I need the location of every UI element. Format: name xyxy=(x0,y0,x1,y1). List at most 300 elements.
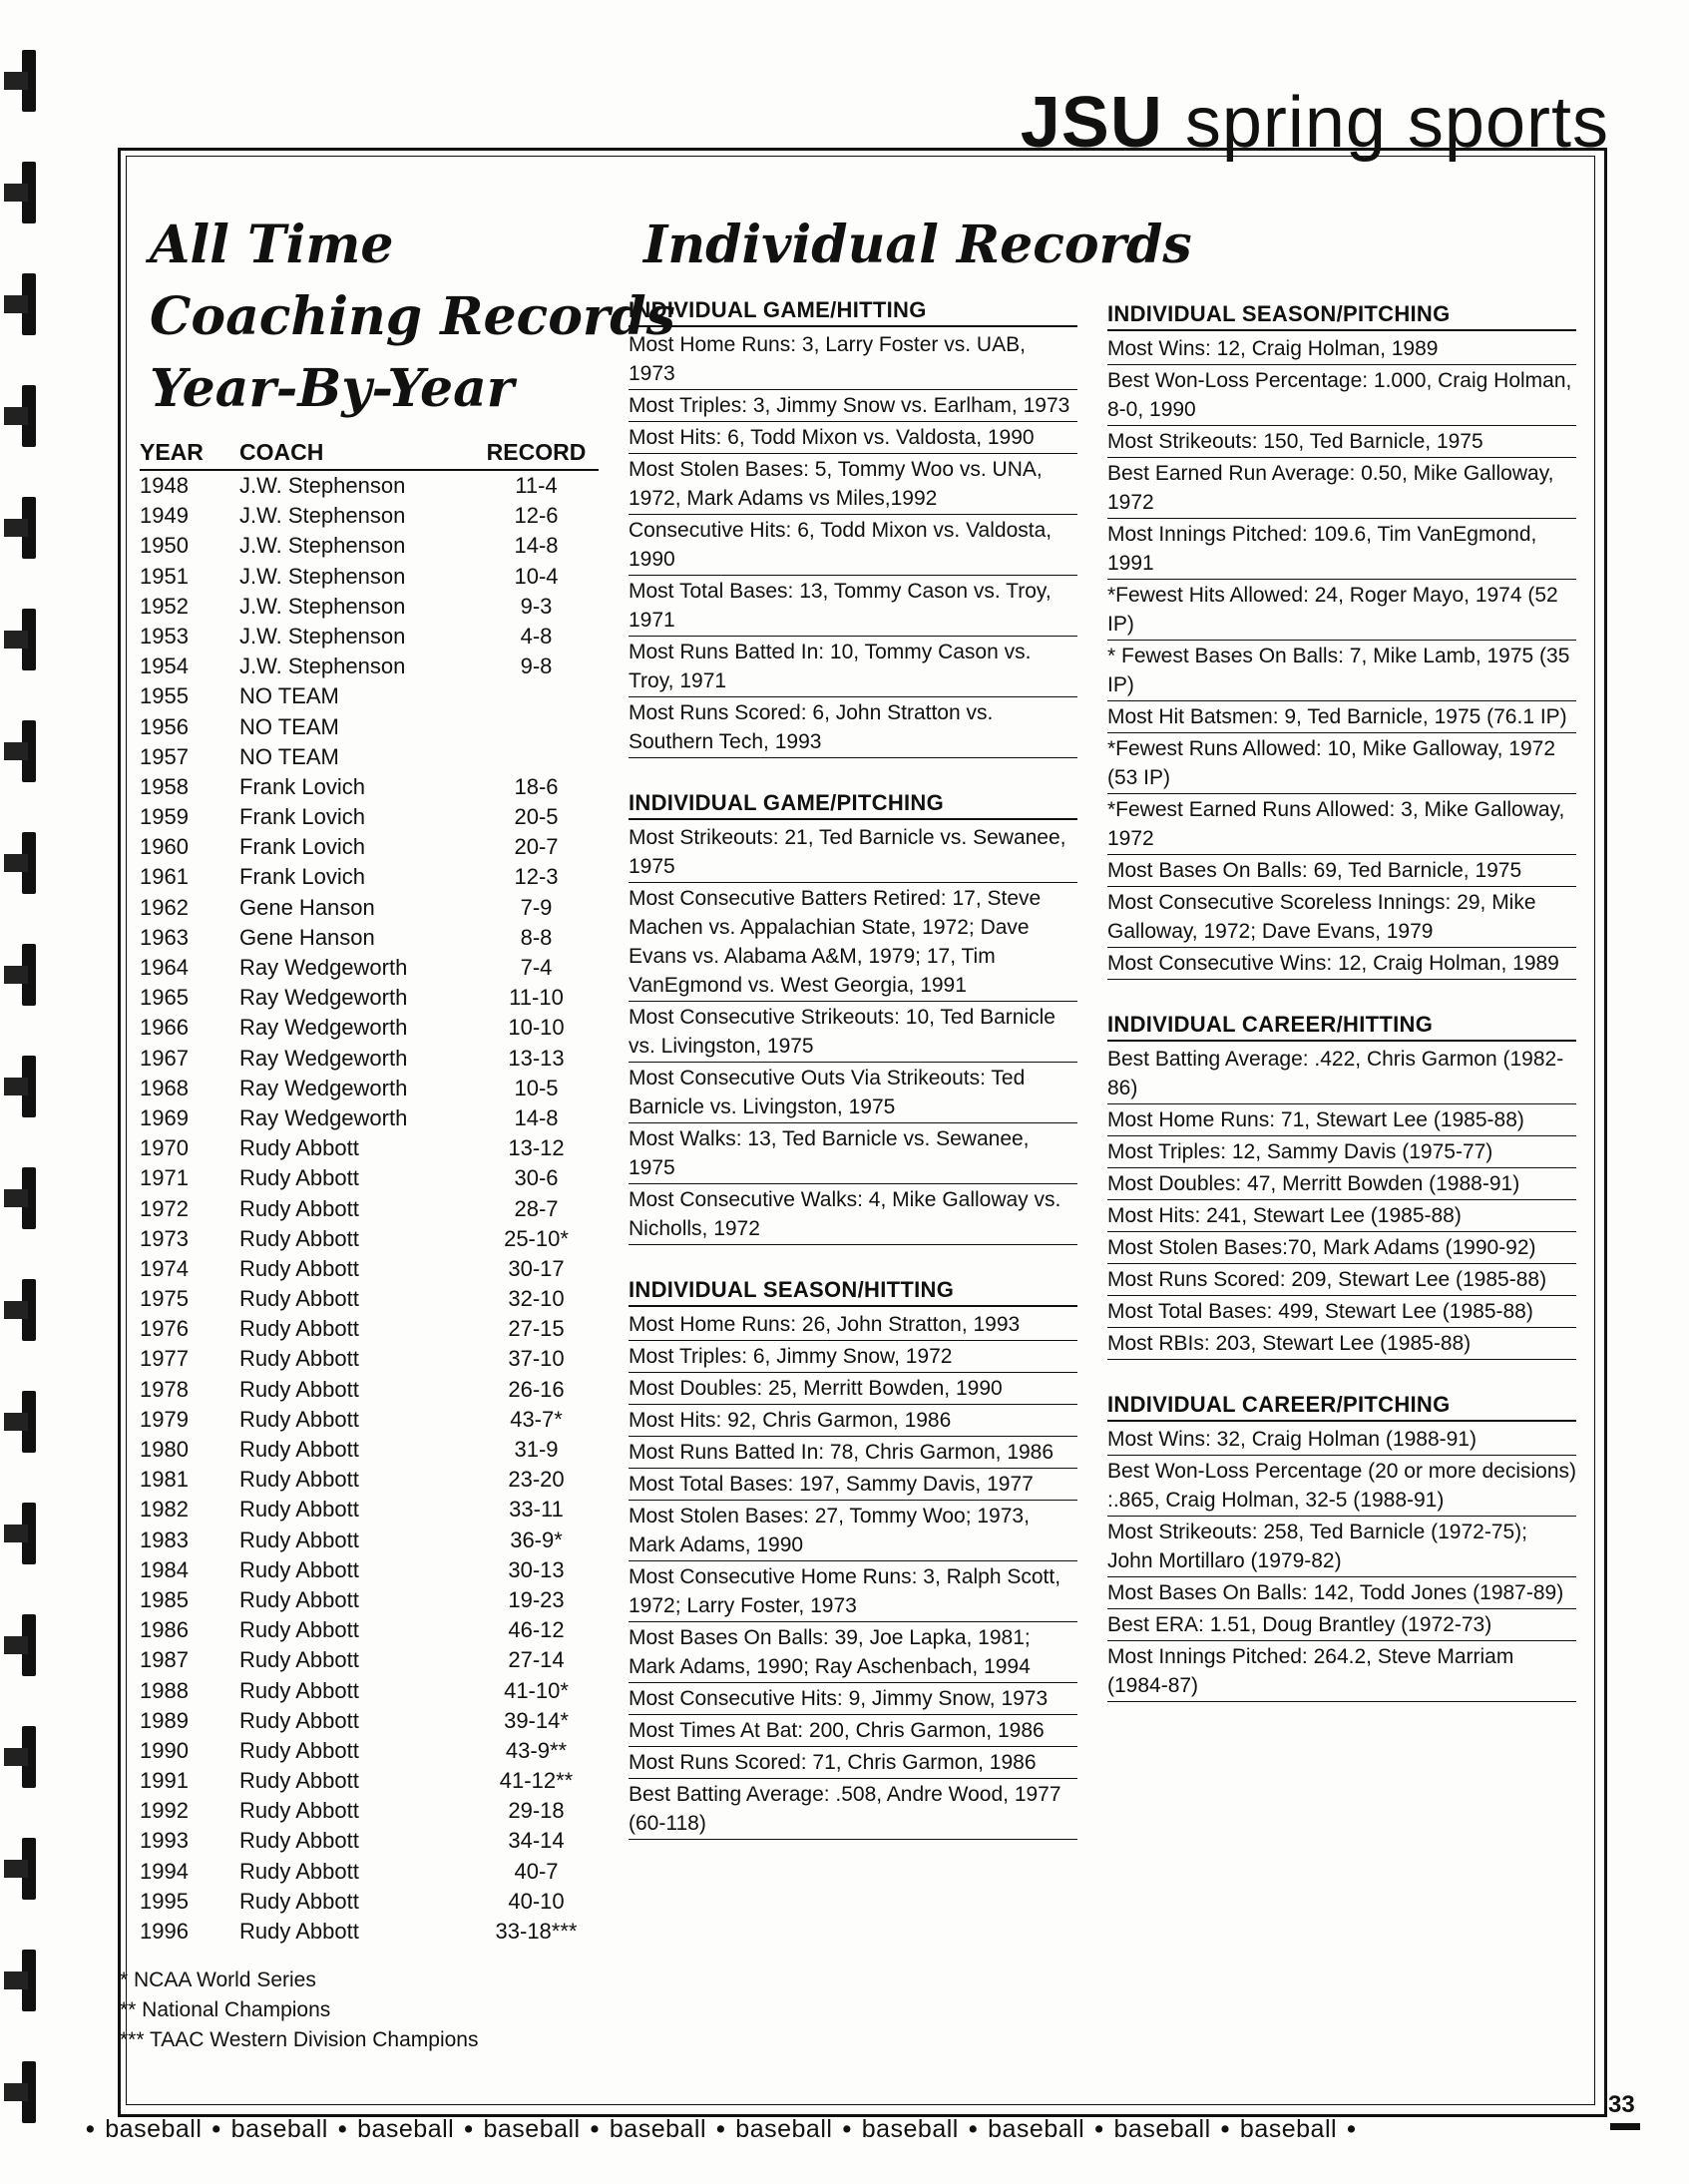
record-item: Best ERA: 1.51, Doug Brantley (1972-73) xyxy=(1107,1609,1576,1641)
bullet-icon: • xyxy=(86,2115,96,2143)
coaching-title-line-1: All Time xyxy=(150,215,394,275)
header-subtitle: spring sports xyxy=(1184,83,1609,163)
row-coach: Rudy Abbott xyxy=(239,1858,359,1884)
section-spacer xyxy=(1107,1360,1576,1392)
footer-word: baseball xyxy=(483,2115,581,2143)
bullet-icon: • xyxy=(716,2115,726,2143)
table-row xyxy=(140,1857,599,1887)
row-record: 14-8 xyxy=(514,1104,559,1130)
table-row xyxy=(140,1103,599,1133)
row-year: 1989 xyxy=(140,1707,189,1733)
row-record: 41-10* xyxy=(504,1677,569,1703)
row-coach: NO TEAM xyxy=(239,713,339,739)
record-item: Best Batting Average: .508, Andre Wood, 1977 (60-118) xyxy=(629,1779,1077,1840)
row-coach: Ray Wedgeworth xyxy=(239,1075,408,1100)
section-heading: INDIVIDUAL GAME/PITCHING xyxy=(629,790,1077,820)
row-record: 10-10 xyxy=(508,1015,565,1041)
row-coach: Rudy Abbott xyxy=(239,1828,359,1854)
bullet-icon: • xyxy=(464,2115,474,2143)
row-year: 1963 xyxy=(140,924,189,950)
row-year: 1962 xyxy=(140,894,189,920)
footnote-ncaa-world-series: * NCAA World Series xyxy=(120,1968,316,1991)
table-row xyxy=(140,742,599,772)
record-item: Most Hits: 241, Stewart Lee (1985-88) xyxy=(1107,1200,1576,1232)
row-record xyxy=(474,742,599,772)
table-row xyxy=(140,1585,599,1615)
record-item: Most Consecutive Batters Retired: 17, Steve Machen vs. Appalachian State, 1972; Dave Evans vs. Alabama A&M, 1979; 17, Tim VanEgmond vs. West Georgia, 1991 xyxy=(629,883,1077,1002)
spiral-ring xyxy=(4,2061,52,2123)
row-coach: Rudy Abbott xyxy=(239,1225,359,1251)
row-year: 1990 xyxy=(140,1737,189,1763)
row-coach: Rudy Abbott xyxy=(239,1467,359,1493)
records-column-right xyxy=(1107,301,1576,1702)
record-item: Most Total Bases: 197, Sammy Davis, 1977 xyxy=(629,1469,1077,1501)
row-record: 40-10 xyxy=(508,1888,565,1914)
table-row xyxy=(140,681,599,711)
row-record: 19-23 xyxy=(508,1586,565,1612)
table-row xyxy=(140,1194,599,1224)
section-spacer xyxy=(629,1245,1077,1277)
table-row xyxy=(140,712,599,742)
table-row xyxy=(140,1736,599,1766)
row-year: 1970 xyxy=(140,1135,189,1161)
record-item: Most Innings Pitched: 264.2, Steve Marriam (1984-87) xyxy=(1107,1641,1576,1702)
footer-word: baseball xyxy=(609,2115,707,2143)
row-year: 1969 xyxy=(140,1104,189,1130)
footer-word: baseball xyxy=(861,2115,959,2143)
table-row xyxy=(140,983,599,1013)
table-row xyxy=(140,893,599,923)
table-row xyxy=(140,1676,599,1706)
row-record: 26-16 xyxy=(508,1376,565,1402)
row-record: 46-12 xyxy=(508,1617,565,1643)
spiral-ring xyxy=(4,1838,52,1900)
row-coach: Frank Lovich xyxy=(239,834,365,860)
row-year: 1982 xyxy=(140,1497,189,1523)
coaching-title-line-2: Coaching Records xyxy=(150,286,675,347)
row-coach: Rudy Abbott xyxy=(239,1376,359,1402)
spiral-ring xyxy=(4,50,52,112)
bullet-icon: • xyxy=(1094,2115,1104,2143)
spiral-ring xyxy=(4,385,52,447)
row-record: 13-13 xyxy=(508,1045,565,1071)
record-item: Best Won-Loss Percentage (20 or more decisions) :.865, Craig Holman, 32-5 (1988-91) xyxy=(1107,1456,1576,1517)
record-item: Most Stolen Bases: 27, Tommy Woo; 1973, Mark Adams, 1990 xyxy=(629,1501,1077,1561)
table-row xyxy=(140,1526,599,1555)
record-item: Most Triples: 3, Jimmy Snow vs. Earlham, 1973 xyxy=(629,390,1077,422)
row-coach: Ray Wedgeworth xyxy=(239,985,408,1011)
record-item: Most Wins: 32, Craig Holman (1988-91) xyxy=(1107,1424,1576,1456)
row-record: 34-14 xyxy=(508,1828,565,1854)
row-year: 1993 xyxy=(140,1828,189,1854)
row-record: 30-6 xyxy=(514,1165,559,1191)
record-item: Most Consecutive Outs Via Strikeouts: Ted Barnicle vs. Livingston, 1975 xyxy=(629,1063,1077,1123)
record-item: Most Consecutive Home Runs: 3, Ralph Scott, 1972; Larry Foster, 1973 xyxy=(629,1561,1077,1622)
row-record: 23-20 xyxy=(508,1467,565,1493)
row-year: 1996 xyxy=(140,1919,189,1944)
row-record: 30-17 xyxy=(508,1255,565,1281)
table-row xyxy=(140,1766,599,1796)
row-record: 4-8 xyxy=(520,623,553,649)
record-item: Most RBIs: 203, Stewart Lee (1985-88) xyxy=(1107,1328,1576,1360)
row-year: 1964 xyxy=(140,955,189,980)
row-year: 1967 xyxy=(140,1045,189,1071)
row-record: 33-11 xyxy=(509,1497,564,1523)
table-row xyxy=(140,1133,599,1163)
table-row xyxy=(140,1435,599,1465)
record-item: Most Runs Scored: 71, Chris Garmon, 1986 xyxy=(629,1747,1077,1779)
section-heading: INDIVIDUAL CAREER/PITCHING xyxy=(1107,1392,1576,1422)
record-item: Most Stolen Bases: 5, Tommy Woo vs. UNA, 1972, Mark Adams vs Miles,1992 xyxy=(629,454,1077,515)
section-heading: INDIVIDUAL CAREER/HITTING xyxy=(1107,1012,1576,1042)
table-row xyxy=(140,1254,599,1284)
footer-word: baseball xyxy=(735,2115,833,2143)
footer-word: baseball xyxy=(1113,2115,1211,2143)
row-record: 11-10 xyxy=(509,985,564,1011)
row-year: 1977 xyxy=(140,1346,189,1372)
row-coach: Rudy Abbott xyxy=(239,1346,359,1372)
row-year: 1986 xyxy=(140,1617,189,1643)
row-coach: J.W. Stephenson xyxy=(239,654,406,679)
row-year: 1975 xyxy=(140,1286,189,1312)
footnote-national-champions: ** National Champions xyxy=(120,1998,331,2021)
footer-word: baseball xyxy=(105,2115,203,2143)
row-year: 1988 xyxy=(140,1677,189,1703)
row-year: 1985 xyxy=(140,1586,189,1612)
record-item: * Fewest Bases On Balls: 7, Mike Lamb, 1975 (35 IP) xyxy=(1107,641,1576,701)
record-item: Most Consecutive Strikeouts: 10, Ted Barnicle vs. Livingston, 1975 xyxy=(629,1002,1077,1063)
coaching-title-line-3: Year-By-Year xyxy=(150,358,515,419)
table-row xyxy=(140,1375,599,1405)
record-item: Most Hits: 92, Chris Garmon, 1986 xyxy=(629,1405,1077,1437)
record-item: Most Bases On Balls: 39, Joe Lapka, 1981; Mark Adams, 1990; Ray Aschenbach, 1994 xyxy=(629,1622,1077,1683)
row-record: 28-7 xyxy=(514,1195,559,1221)
table-row xyxy=(140,862,599,892)
record-item: Most Hit Batsmen: 9, Ted Barnicle, 1975 (76.1 IP) xyxy=(1107,701,1576,733)
row-coach: J.W. Stephenson xyxy=(239,473,406,498)
row-year: 1951 xyxy=(140,563,189,589)
record-item: Most Consecutive Hits: 9, Jimmy Snow, 1973 xyxy=(629,1683,1077,1715)
table-row xyxy=(140,1615,599,1645)
table-row xyxy=(140,1495,599,1525)
row-year: 1971 xyxy=(140,1165,189,1191)
row-record: 37-10 xyxy=(508,1346,565,1372)
row-record: 33-18*** xyxy=(495,1919,578,1944)
row-coach: Rudy Abbott xyxy=(239,1406,359,1432)
table-row xyxy=(140,1405,599,1435)
header-record: RECORD xyxy=(486,439,587,465)
record-item: Most Strikeouts: 21, Ted Barnicle vs. Sewanee, 1975 xyxy=(629,822,1077,883)
row-record xyxy=(474,681,599,711)
bullet-icon: • xyxy=(211,2115,221,2143)
row-record: 9-3 xyxy=(520,593,553,619)
footnote-taac-champions: *** TAAC Western Division Champions xyxy=(120,2028,479,2051)
row-coach: Rudy Abbott xyxy=(239,1919,359,1944)
spiral-ring xyxy=(4,273,52,335)
row-coach: Rudy Abbott xyxy=(239,1135,359,1161)
bullet-icon: • xyxy=(337,2115,348,2143)
record-item: Most Hits: 6, Todd Mixon vs. Valdosta, 1990 xyxy=(629,422,1077,454)
spiral-ring xyxy=(4,1391,52,1453)
row-year: 1995 xyxy=(140,1888,189,1914)
record-item: Best Earned Run Average: 0.50, Mike Galloway, 1972 xyxy=(1107,458,1576,519)
spiral-ring xyxy=(4,1726,52,1788)
row-record xyxy=(474,712,599,742)
row-year: 1992 xyxy=(140,1798,189,1824)
row-coach: Gene Hanson xyxy=(239,894,375,920)
record-item: *Fewest Earned Runs Allowed: 3, Mike Galloway, 1972 xyxy=(1107,794,1576,855)
spiral-ring xyxy=(4,1279,52,1341)
table-row xyxy=(140,1224,599,1254)
row-coach: J.W. Stephenson xyxy=(239,623,406,649)
row-record: 27-14 xyxy=(508,1647,565,1673)
row-coach: Rudy Abbott xyxy=(239,1617,359,1643)
row-coach: Rudy Abbott xyxy=(239,1165,359,1191)
row-record: 10-5 xyxy=(514,1075,559,1100)
spiral-ring xyxy=(4,720,52,782)
record-item: Most Triples: 12, Sammy Davis (1975-77) xyxy=(1107,1136,1576,1168)
record-item: Most Bases On Balls: 142, Todd Jones (1987-89) xyxy=(1107,1577,1576,1609)
row-coach: Ray Wedgeworth xyxy=(239,1045,408,1071)
table-row xyxy=(140,1645,599,1675)
coaching-records-table xyxy=(140,439,599,1947)
row-year: 1952 xyxy=(140,593,189,619)
row-record: 7-9 xyxy=(520,894,553,920)
row-year: 1950 xyxy=(140,533,189,559)
row-record: 41-12** xyxy=(499,1768,574,1794)
record-item: Most Doubles: 47, Merritt Bowden (1988-91) xyxy=(1107,1168,1576,1200)
page-number-bar xyxy=(1610,2123,1640,2130)
row-year: 1974 xyxy=(140,1255,189,1281)
table-row xyxy=(140,1826,599,1856)
section-spacer xyxy=(629,758,1077,790)
record-item: Most Runs Batted In: 78, Chris Garmon, 1986 xyxy=(629,1437,1077,1469)
row-record: 40-7 xyxy=(514,1858,559,1884)
row-record: 18-6 xyxy=(514,773,559,799)
header-coach: COACH xyxy=(239,439,324,465)
row-coach: Ray Wedgeworth xyxy=(239,955,408,980)
row-coach: Rudy Abbott xyxy=(239,1798,359,1824)
record-item: Most Bases On Balls: 69, Ted Barnicle, 1975 xyxy=(1107,855,1576,887)
table-row xyxy=(140,1044,599,1074)
table-row xyxy=(140,953,599,983)
spiral-ring xyxy=(4,609,52,670)
record-item: *Fewest Runs Allowed: 10, Mike Galloway, 1972 (53 IP) xyxy=(1107,733,1576,794)
row-record: 30-13 xyxy=(508,1556,565,1582)
record-item: Most Total Bases: 499, Stewart Lee (1985-88) xyxy=(1107,1296,1576,1328)
row-record: 12-6 xyxy=(514,503,559,529)
bullet-icon: • xyxy=(842,2115,852,2143)
table-row xyxy=(140,923,599,953)
row-year: 1991 xyxy=(140,1768,189,1794)
spiral-ring xyxy=(4,1614,52,1676)
row-year: 1994 xyxy=(140,1858,189,1884)
row-year: 1956 xyxy=(140,713,189,739)
table-row xyxy=(140,1163,599,1193)
row-coach: NO TEAM xyxy=(239,683,339,709)
row-coach: Rudy Abbott xyxy=(239,1707,359,1733)
row-coach: NO TEAM xyxy=(239,743,339,769)
row-record: 25-10* xyxy=(504,1225,569,1251)
row-coach: Ray Wedgeworth xyxy=(239,1104,408,1130)
coaching-table-body xyxy=(140,471,599,1947)
row-record: 14-8 xyxy=(514,533,559,559)
row-year: 1954 xyxy=(140,654,189,679)
row-year: 1983 xyxy=(140,1527,189,1552)
row-record: 9-8 xyxy=(520,654,553,679)
footer-word: baseball xyxy=(1239,2115,1338,2143)
row-year: 1953 xyxy=(140,623,189,649)
coaching-footnotes xyxy=(120,1966,478,2055)
row-coach: J.W. Stephenson xyxy=(239,503,406,529)
row-year: 1948 xyxy=(140,473,189,498)
spiral-ring xyxy=(4,162,52,223)
spiral-ring xyxy=(4,1167,52,1229)
spiral-binding xyxy=(0,0,62,2184)
bullet-icon: • xyxy=(590,2115,600,2143)
row-year: 1980 xyxy=(140,1437,189,1462)
row-coach: Rudy Abbott xyxy=(239,1255,359,1281)
row-coach: Rudy Abbott xyxy=(239,1677,359,1703)
row-record: 32-10 xyxy=(508,1286,565,1312)
coaching-table-header xyxy=(140,439,599,471)
table-row xyxy=(140,501,599,531)
row-year: 1976 xyxy=(140,1316,189,1342)
record-item: Most Runs Batted In: 10, Tommy Cason vs. Troy, 1971 xyxy=(629,637,1077,697)
table-row xyxy=(140,1917,599,1947)
table-row xyxy=(140,652,599,681)
row-year: 1965 xyxy=(140,985,189,1011)
record-item: Most Stolen Bases:70, Mark Adams (1990-92) xyxy=(1107,1232,1576,1264)
row-coach: Rudy Abbott xyxy=(239,1647,359,1673)
record-item: Best Batting Average: .422, Chris Garmon (1982-86) xyxy=(1107,1044,1576,1104)
row-coach: Rudy Abbott xyxy=(239,1286,359,1312)
row-record: 7-4 xyxy=(520,955,553,980)
individual-records-title: Individual Records xyxy=(643,215,1192,275)
record-item: Most Innings Pitched: 109.6, Tim VanEgmond, 1991 xyxy=(1107,519,1576,580)
record-item: Most Consecutive Scoreless Innings: 29, Mike Galloway, 1972; Dave Evans, 1979 xyxy=(1107,887,1576,948)
table-row xyxy=(140,832,599,862)
record-item: Most Walks: 13, Ted Barnicle vs. Sewanee, 1975 xyxy=(629,1123,1077,1184)
row-year: 1984 xyxy=(140,1556,189,1582)
spiral-ring xyxy=(4,1950,52,2011)
footer-word: baseball xyxy=(357,2115,455,2143)
record-item: Most Home Runs: 71, Stewart Lee (1985-88) xyxy=(1107,1104,1576,1136)
section-heading: INDIVIDUAL GAME/HITTING xyxy=(629,297,1077,327)
row-coach: Rudy Abbott xyxy=(239,1437,359,1462)
row-coach: J.W. Stephenson xyxy=(239,563,406,589)
record-item: Most Runs Scored: 6, John Stratton vs. Southern Tech, 1993 xyxy=(629,697,1077,758)
table-row xyxy=(140,1074,599,1103)
row-record: 11-4 xyxy=(515,473,558,498)
row-year: 1961 xyxy=(140,864,189,890)
record-item: Most Wins: 12, Craig Holman, 1989 xyxy=(1107,333,1576,365)
row-coach: J.W. Stephenson xyxy=(239,593,406,619)
row-record: 31-9 xyxy=(514,1437,559,1462)
page-number: 33 xyxy=(1608,2091,1635,2118)
record-item: Most Total Bases: 13, Tommy Cason vs. Troy, 1971 xyxy=(629,576,1077,637)
row-year: 1966 xyxy=(140,1015,189,1041)
records-column-middle xyxy=(629,297,1077,1840)
record-item: Most Home Runs: 26, John Stratton, 1993 xyxy=(629,1309,1077,1341)
row-year: 1960 xyxy=(140,834,189,860)
row-coach: Ray Wedgeworth xyxy=(239,1015,408,1041)
row-coach: Rudy Abbott xyxy=(239,1888,359,1914)
table-row xyxy=(140,622,599,652)
footer-word: baseball xyxy=(988,2115,1085,2143)
row-coach: Rudy Abbott xyxy=(239,1316,359,1342)
record-item: Most Home Runs: 3, Larry Foster vs. UAB, 1973 xyxy=(629,329,1077,390)
coaching-title xyxy=(150,210,675,425)
row-year: 1972 xyxy=(140,1195,189,1221)
row-record: 20-5 xyxy=(514,804,559,830)
header-year: YEAR xyxy=(140,439,204,465)
row-year: 1973 xyxy=(140,1225,189,1251)
row-coach: Frank Lovich xyxy=(239,804,365,830)
row-record: 12-3 xyxy=(514,864,559,890)
bullet-icon: • xyxy=(1220,2115,1230,2143)
record-item: Most Doubles: 25, Merritt Bowden, 1990 xyxy=(629,1373,1077,1405)
table-row xyxy=(140,1314,599,1344)
row-coach: J.W. Stephenson xyxy=(239,533,406,559)
row-record: 29-18 xyxy=(508,1798,565,1824)
row-year: 1959 xyxy=(140,804,189,830)
table-row xyxy=(140,1465,599,1495)
record-item: Most Strikeouts: 258, Ted Barnicle (1972-75); John Mortillaro (1979-82) xyxy=(1107,1517,1576,1577)
table-row xyxy=(140,471,599,501)
table-row xyxy=(140,1284,599,1314)
row-record: 10-4 xyxy=(514,563,559,589)
row-record: 13-12 xyxy=(508,1135,565,1161)
row-coach: Rudy Abbott xyxy=(239,1195,359,1221)
table-row xyxy=(140,1555,599,1585)
row-year: 1958 xyxy=(140,773,189,799)
row-record: 39-14* xyxy=(504,1707,569,1733)
table-row xyxy=(140,1706,599,1736)
row-record: 43-9** xyxy=(505,1737,568,1763)
row-coach: Rudy Abbott xyxy=(239,1497,359,1523)
bullet-icon: • xyxy=(968,2115,979,2143)
row-record: 20-7 xyxy=(514,834,559,860)
section-spacer xyxy=(1107,980,1576,1012)
spiral-ring xyxy=(4,944,52,1006)
row-year: 1978 xyxy=(140,1376,189,1402)
row-year: 1949 xyxy=(140,503,189,529)
header-brand: JSU xyxy=(1020,83,1163,163)
row-coach: Gene Hanson xyxy=(239,924,375,950)
row-coach: Rudy Abbott xyxy=(239,1586,359,1612)
table-row xyxy=(140,802,599,832)
table-row xyxy=(140,1013,599,1043)
row-coach: Rudy Abbott xyxy=(239,1556,359,1582)
footer-baseball-strip xyxy=(76,2115,1366,2144)
record-item: Most Triples: 6, Jimmy Snow, 1972 xyxy=(629,1341,1077,1373)
row-coach: Rudy Abbott xyxy=(239,1737,359,1763)
row-year: 1987 xyxy=(140,1647,189,1673)
record-item: Most Runs Scored: 209, Stewart Lee (1985-88) xyxy=(1107,1264,1576,1296)
row-coach: Frank Lovich xyxy=(239,773,365,799)
row-year: 1968 xyxy=(140,1075,189,1100)
record-item: Most Strikeouts: 150, Ted Barnicle, 1975 xyxy=(1107,426,1576,458)
record-item: Best Won-Loss Percentage: 1.000, Craig Holman, 8-0, 1990 xyxy=(1107,365,1576,426)
table-row xyxy=(140,772,599,802)
row-record: 36-9* xyxy=(510,1527,563,1552)
section-heading: INDIVIDUAL SEASON/PITCHING xyxy=(1107,301,1576,331)
row-year: 1979 xyxy=(140,1406,189,1432)
table-row xyxy=(140,592,599,622)
footer-word: baseball xyxy=(230,2115,328,2143)
record-item: Most Consecutive Wins: 12, Craig Holman, 1989 xyxy=(1107,948,1576,980)
